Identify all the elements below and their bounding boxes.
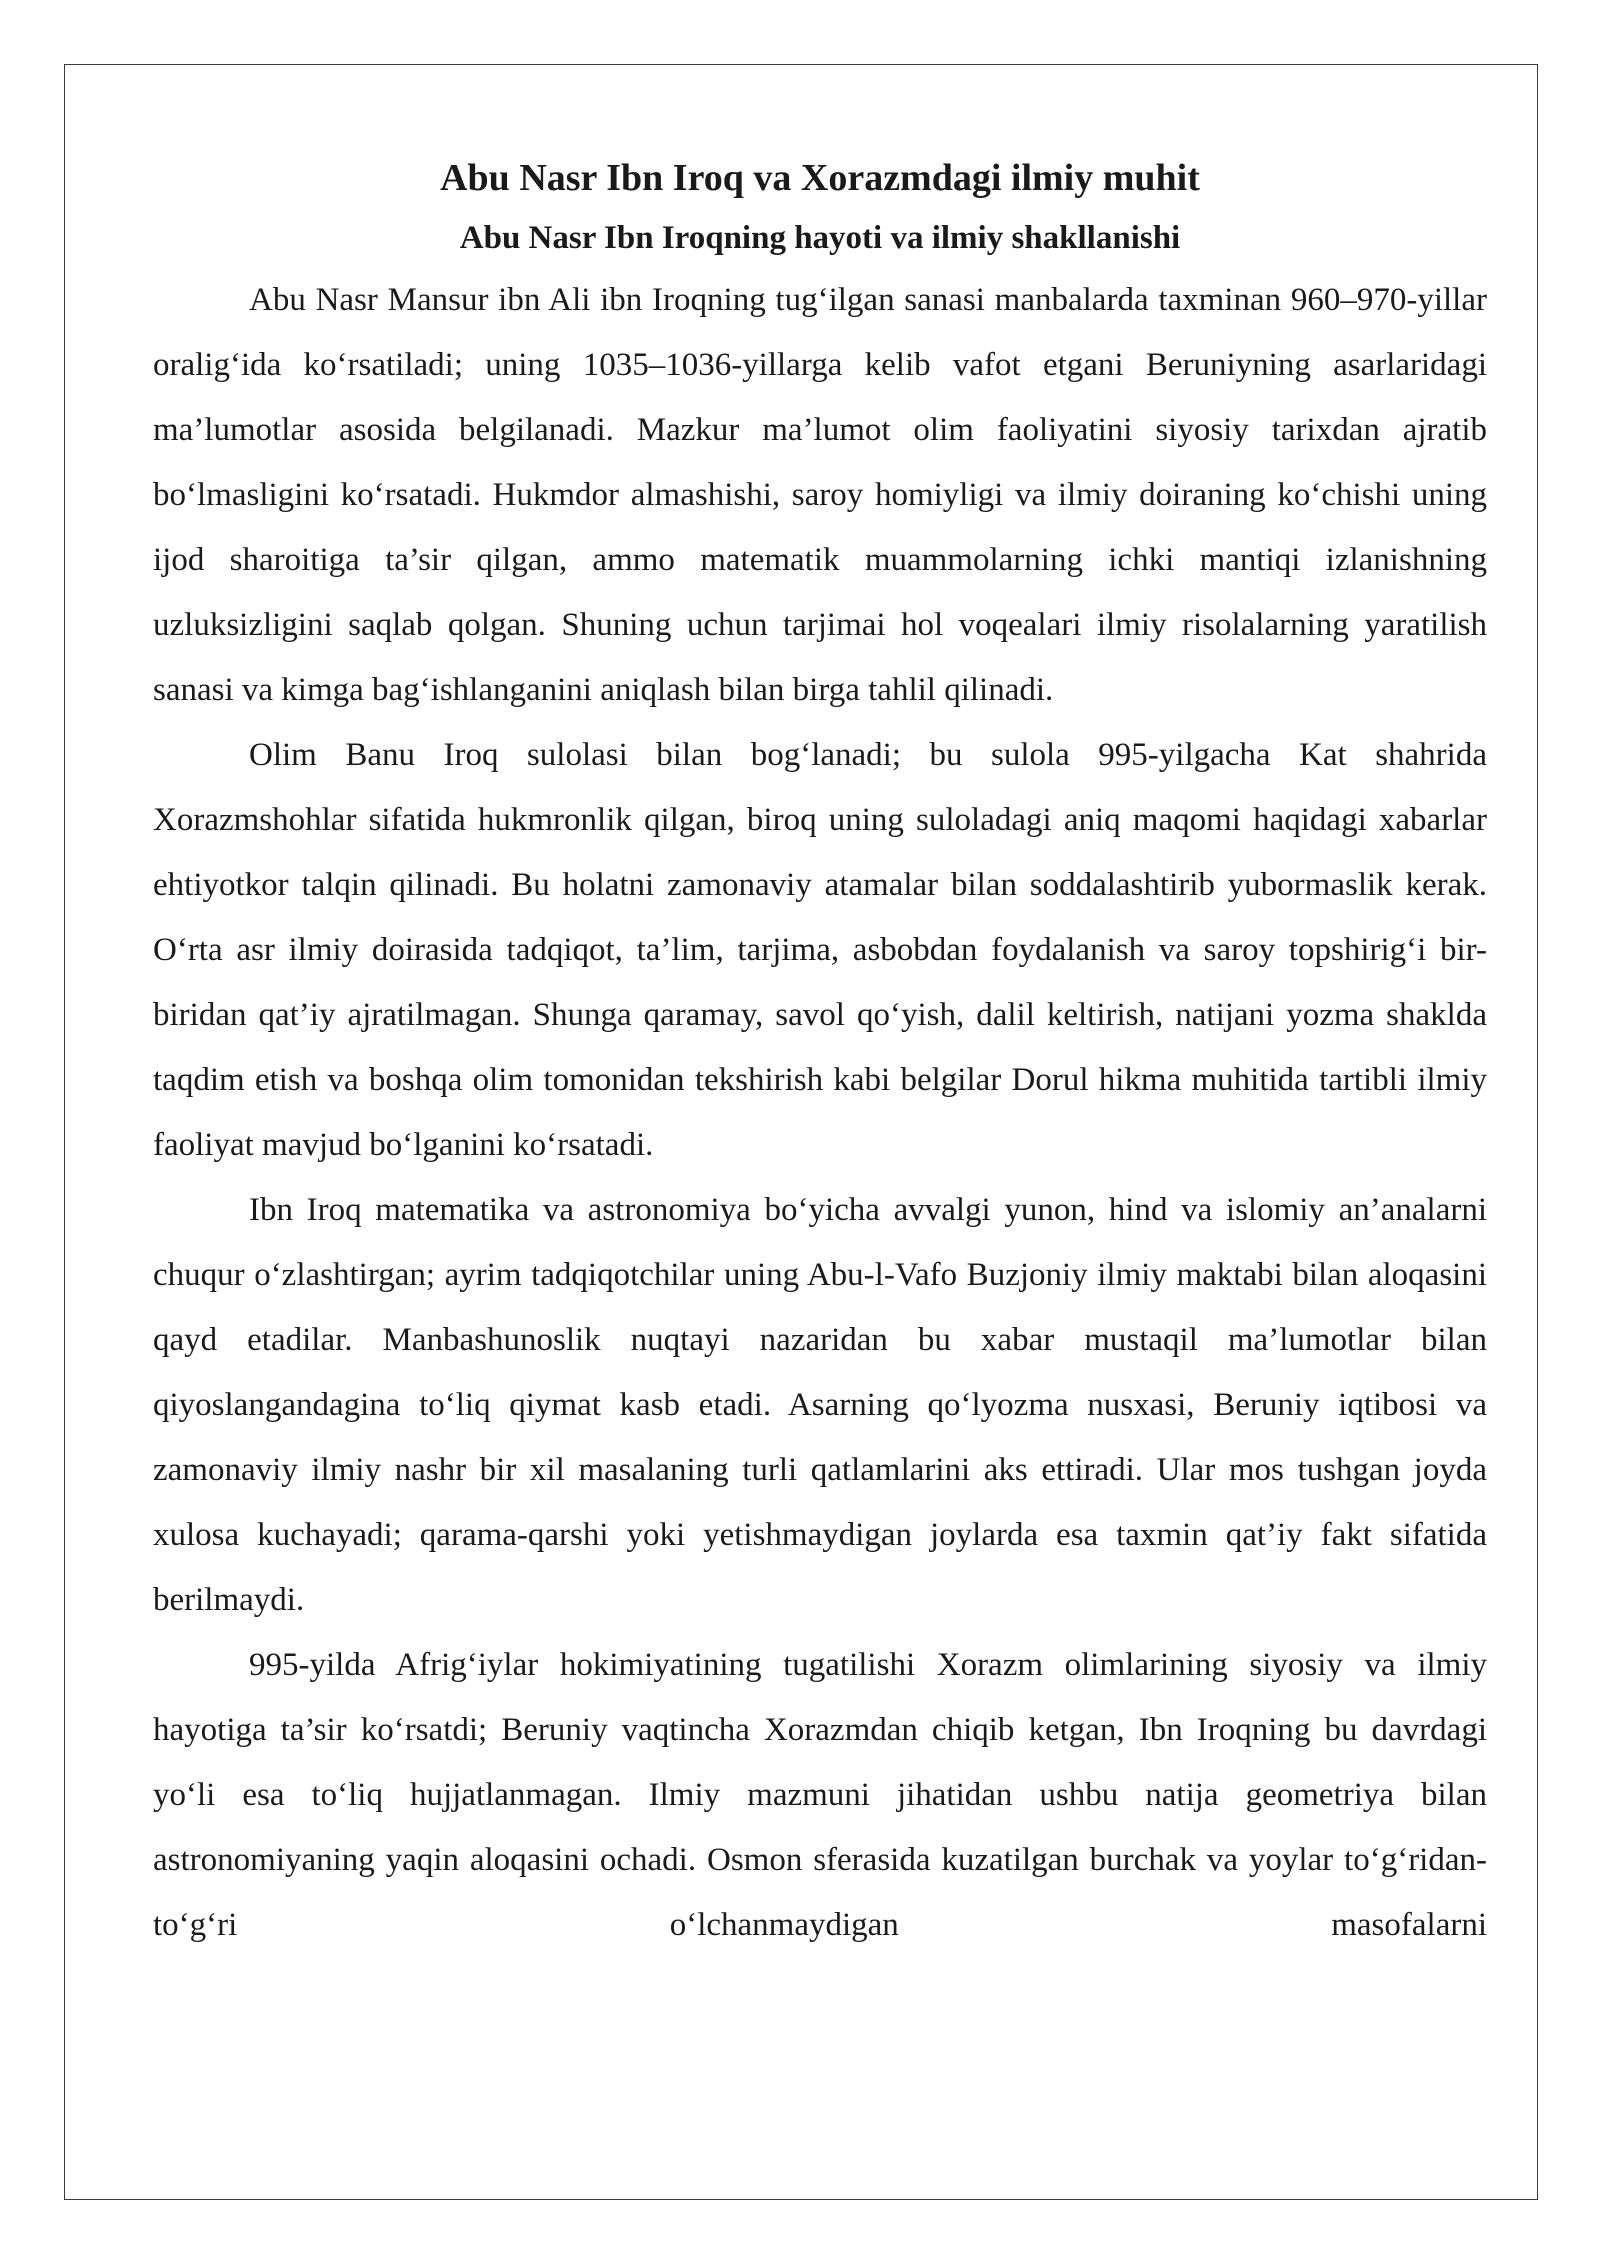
paragraph-4: 995-yilda Afrig‘iylar hokimiyatining tugatilishi Xorazm olimlarining siyosiy va ilmiy hayotiga ta’sir ko‘rsatdi; Beruniy vaqtincha Xorazmdan chiqib ketgan, Ibn Iroqning bu davrdagi yo‘li esa to‘liq hujjatlanmagan. Ilmiy mazmuni jihatidan ushbu natija geometriya bilan astronomiyaning yaqin aloqasini ochadi. Osmon sferasida kuzatilgan burchak va yoylar to‘g‘ridan-to‘g‘ri o‘lchanmaydigan masofalarni xyxy=(153,1647,1487,1943)
paragraph-1: Abu Nasr Mansur ibn Ali ibn Iroqning tug‘ilgan sanasi manbalarda taxminan 960–970-yillar oralig‘ida ko‘rsatiladi; uning 1035–1036-yillarga kelib vafot etgani Beruniyning asarlaridagi ma’lumotlar asosida belgilanadi. Mazkur ma’lumot olim faoliyatini siyosiy tarixdan ajratib bo‘lmasligini ko‘rsatadi. Hukmdor almashishi, saroy homiyligi va ilmiy doiraning ko‘chishi uning ijod sharoitiga ta’sir qilgan, ammo matematik muammolarning ichki mantiqi izlanishning uzluksizligini saqlab qolgan. Shuning uchun tarjimai hol voqealari ilmiy risolalarning yaratilish sanasi va kimga bag‘ishlanganini aniqlash bilan birga tahlil qilinadi. xyxy=(153,282,1487,708)
paragraph-3: Ibn Iroq matematika va astronomiya bo‘yicha avvalgi yunon, hind va islomiy an’analarni chuqur o‘zlashtirgan; ayrim tadqiqotchilar uning Abu-l-Vafo Buzjoniy ilmiy maktabi bilan aloqasini qayd etadilar. Manbashunoslik nuqtayi nazaridan bu xabar mustaqil ma’lumotlar bilan qiyoslangandagina to‘liq qiymat kasb etadi. Asarning qo‘lyozma nusxasi, Beruniy iqtibosi va zamonaviy ilmiy nashr bir xil masalaning turli qatlamlarini aks ettiradi. Ular mos tushgan joyda xulosa kuchayadi; qarama-qarshi yoki yetishmaydigan joylarda esa taxmin qat’iy fakt sifatida berilmaydi. xyxy=(153,1192,1487,1618)
paragraph-2: Olim Banu Iroq sulolasi bilan bog‘lanadi; bu sulola 995-yilgacha Kat shahrida Xorazmshohlar sifatida hukmronlik qilgan, biroq uning suloladagi aniq maqomi haqidagi xabarlar ehtiyotkor talqin qilinadi. Bu holatni zamonaviy atamalar bilan soddalashtirib yubormaslik kerak. O‘rta asr ilmiy doirasida tadqiqot, ta’lim, tarjima, asbobdan foydalanish va saroy topshirig‘i bir-biridan qat’iy ajratilmagan. Shunga qaramay, savol qo‘yish, dalil keltirish, natijani yozma shaklda taqdim etish va boshqa olim tomonidan tekshirish kabi belgilar Dorul hikma muhitida tartibli ilmiy faoliyat mavjud bo‘lganini ko‘rsatadi. xyxy=(153,737,1487,1163)
document-body xyxy=(153,148,1487,1958)
section-heading: Abu Nasr Ibn Iroqning hayoti va ilmiy shakllanishi xyxy=(459,220,1181,256)
document-title: Abu Nasr Ibn Iroq va Xorazmdagi ilmiy muhit xyxy=(440,157,1200,199)
